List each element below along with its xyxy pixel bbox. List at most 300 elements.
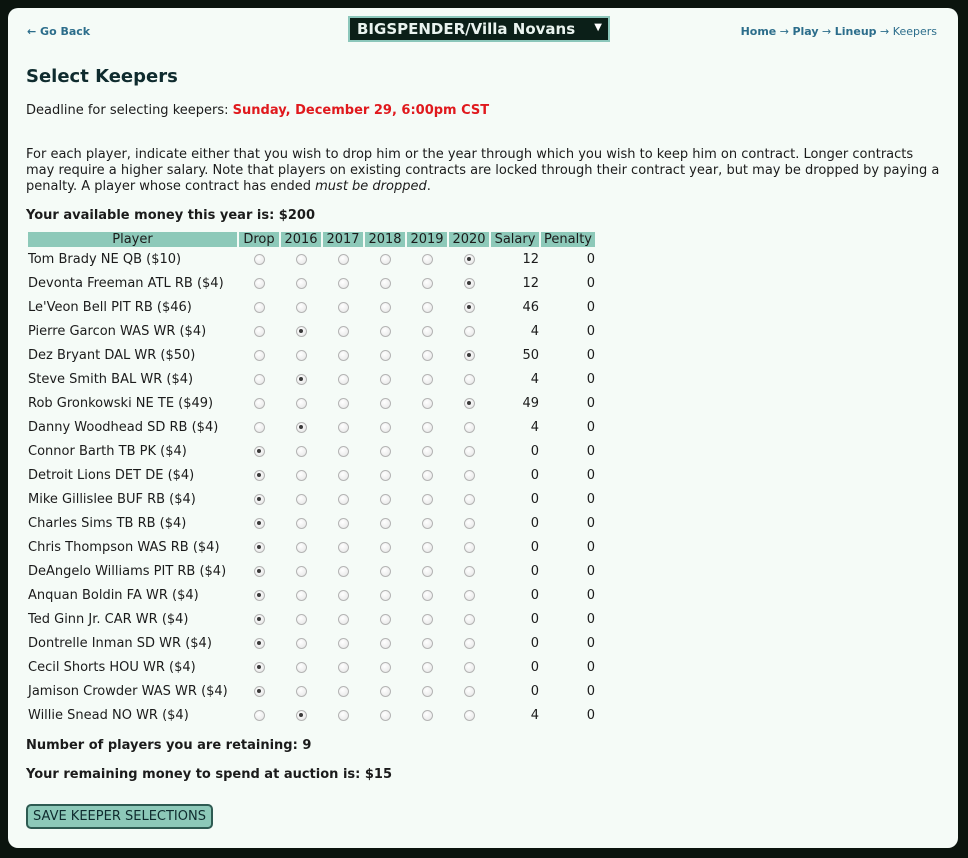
radio-drop[interactable] bbox=[254, 686, 265, 697]
radio-cell bbox=[281, 391, 321, 415]
penalty-value: 0 bbox=[586, 539, 595, 555]
header-2019: 2019 bbox=[407, 232, 447, 247]
player-name: Danny Woodhead SD RB ($4) bbox=[28, 419, 219, 435]
radio-2016[interactable] bbox=[296, 350, 307, 361]
radio-cell bbox=[407, 367, 447, 391]
radio-2019[interactable] bbox=[422, 614, 433, 625]
radio-2020[interactable] bbox=[464, 446, 475, 457]
radio-2016[interactable] bbox=[296, 662, 307, 673]
table-row bbox=[28, 487, 595, 511]
player-name: Steve Smith BAL WR ($4) bbox=[28, 371, 194, 387]
radio-cell bbox=[449, 511, 489, 535]
radio-2017[interactable] bbox=[338, 518, 349, 529]
radio-drop[interactable] bbox=[254, 542, 265, 553]
radio-2017[interactable] bbox=[338, 254, 349, 265]
player-name: Anquan Boldin FA WR ($4) bbox=[28, 587, 199, 603]
breadcrumb-home[interactable]: Home bbox=[740, 25, 777, 38]
player-name: Le'Veon Bell PIT RB ($46) bbox=[28, 299, 192, 315]
radio-cell bbox=[365, 607, 405, 631]
radio-2017[interactable] bbox=[338, 398, 349, 409]
team-select-dropdown[interactable] bbox=[348, 16, 610, 42]
player-name: Cecil Shorts HOU WR ($4) bbox=[28, 659, 196, 675]
salary-value: 12 bbox=[522, 251, 539, 267]
radio-2020[interactable] bbox=[464, 326, 475, 337]
table-row bbox=[28, 679, 595, 703]
header-drop: Drop bbox=[239, 232, 279, 247]
radio-cell bbox=[449, 247, 489, 271]
radio-cell bbox=[449, 703, 489, 727]
penalty-value: 0 bbox=[586, 515, 595, 531]
breadcrumb-separator: → bbox=[876, 25, 893, 38]
radio-2017[interactable] bbox=[338, 638, 349, 649]
radio-2019[interactable] bbox=[422, 662, 433, 673]
radio-drop[interactable] bbox=[254, 614, 265, 625]
radio-cell bbox=[407, 271, 447, 295]
breadcrumb-lineup[interactable]: Lineup bbox=[834, 25, 877, 38]
radio-cell bbox=[449, 559, 489, 583]
radio-2017[interactable] bbox=[338, 686, 349, 697]
radio-cell bbox=[281, 319, 321, 343]
radio-cell bbox=[239, 319, 279, 343]
radio-cell bbox=[365, 679, 405, 703]
breadcrumb-separator: → bbox=[776, 25, 793, 38]
top-bar bbox=[8, 8, 958, 58]
player-name: Jamison Crowder WAS WR ($4) bbox=[28, 683, 228, 699]
keepers-table bbox=[26, 232, 597, 727]
radio-cell bbox=[281, 655, 321, 679]
radio-drop[interactable] bbox=[254, 446, 265, 457]
radio-2018[interactable] bbox=[380, 302, 391, 313]
radio-cell bbox=[239, 487, 279, 511]
radio-2016[interactable] bbox=[296, 374, 307, 385]
deadline-line bbox=[26, 103, 489, 118]
table-row bbox=[28, 415, 595, 439]
radio-2017[interactable] bbox=[338, 302, 349, 313]
radio-drop[interactable] bbox=[254, 422, 265, 433]
table-row bbox=[28, 295, 595, 319]
radio-drop[interactable] bbox=[254, 278, 265, 289]
keepers-table-body bbox=[28, 247, 595, 727]
radio-cell bbox=[323, 679, 363, 703]
penalty-value: 0 bbox=[586, 371, 595, 387]
radio-cell bbox=[407, 343, 447, 367]
penalty-value: 0 bbox=[586, 443, 595, 459]
radio-2016[interactable] bbox=[296, 638, 307, 649]
radio-cell bbox=[365, 511, 405, 535]
radio-cell bbox=[449, 391, 489, 415]
radio-2018[interactable] bbox=[380, 686, 391, 697]
player-name: Rob Gronkowski NE TE ($49) bbox=[28, 395, 214, 411]
instructions-emphasis: must be dropped bbox=[315, 179, 427, 194]
radio-2020[interactable] bbox=[464, 614, 475, 625]
radio-2018[interactable] bbox=[380, 542, 391, 553]
radio-2020[interactable] bbox=[464, 542, 475, 553]
radio-cell bbox=[323, 439, 363, 463]
radio-2017[interactable] bbox=[338, 422, 349, 433]
penalty-value: 0 bbox=[586, 251, 595, 267]
go-back-link[interactable]: ← Go Back bbox=[27, 25, 91, 38]
radio-2019[interactable] bbox=[422, 254, 433, 265]
save-keeper-selections-button[interactable]: SAVE KEEPER SELECTIONS bbox=[26, 804, 213, 829]
salary-value: 46 bbox=[522, 299, 539, 315]
radio-cell bbox=[281, 535, 321, 559]
radio-cell bbox=[281, 583, 321, 607]
radio-cell bbox=[365, 391, 405, 415]
radio-cell bbox=[365, 319, 405, 343]
player-name: Pierre Garcon WAS WR ($4) bbox=[28, 323, 207, 339]
player-name: Dez Bryant DAL WR ($50) bbox=[28, 347, 196, 363]
radio-cell bbox=[323, 391, 363, 415]
breadcrumb-play[interactable]: Play bbox=[792, 25, 819, 38]
radio-2018[interactable] bbox=[380, 326, 391, 337]
radio-2016[interactable] bbox=[296, 590, 307, 601]
radio-cell bbox=[407, 535, 447, 559]
salary-value: 4 bbox=[530, 707, 539, 723]
radio-2016[interactable] bbox=[296, 302, 307, 313]
radio-drop[interactable] bbox=[254, 494, 265, 505]
radio-cell bbox=[449, 415, 489, 439]
radio-drop[interactable] bbox=[254, 254, 265, 265]
radio-cell bbox=[365, 295, 405, 319]
radio-2018[interactable] bbox=[380, 614, 391, 625]
retaining-count: Number of players you are retaining: 9 bbox=[26, 738, 312, 753]
radio-cell bbox=[281, 247, 321, 271]
instructions-text: For each player, indicate either that you wish to drop him or the year through which you wish to keep him on contract. Longer contracts may require a higher salary. Note that players on existing contracts are locked through their contract year, but may be dropped by paying a penalty. A player whose contract has ended bbox=[26, 147, 940, 194]
radio-cell bbox=[365, 535, 405, 559]
header-player: Player bbox=[28, 232, 237, 247]
radio-cell bbox=[323, 607, 363, 631]
radio-cell bbox=[365, 343, 405, 367]
table-row bbox=[28, 247, 595, 271]
radio-2017[interactable] bbox=[338, 662, 349, 673]
salary-value: 0 bbox=[530, 683, 539, 699]
radio-cell bbox=[281, 631, 321, 655]
radio-drop[interactable] bbox=[254, 710, 265, 721]
radio-2017[interactable] bbox=[338, 446, 349, 457]
radio-2020[interactable] bbox=[464, 686, 475, 697]
table-header-row bbox=[28, 232, 595, 247]
table-row bbox=[28, 319, 595, 343]
header-penalty: Penalty bbox=[541, 232, 595, 247]
radio-drop[interactable] bbox=[254, 326, 265, 337]
player-name: DeAngelo Williams PIT RB ($4) bbox=[28, 563, 227, 579]
radio-cell bbox=[407, 391, 447, 415]
radio-2020[interactable] bbox=[464, 350, 475, 361]
penalty-value: 0 bbox=[586, 395, 595, 411]
table-row bbox=[28, 583, 595, 607]
breadcrumb-current: Keepers bbox=[892, 25, 937, 38]
radio-cell bbox=[449, 631, 489, 655]
radio-cell bbox=[407, 679, 447, 703]
radio-drop[interactable] bbox=[254, 518, 265, 529]
radio-cell bbox=[407, 247, 447, 271]
penalty-value: 0 bbox=[586, 299, 595, 315]
radio-cell bbox=[281, 463, 321, 487]
radio-2018[interactable] bbox=[380, 518, 391, 529]
radio-2020[interactable] bbox=[464, 566, 475, 577]
radio-2020[interactable] bbox=[464, 374, 475, 385]
radio-2020[interactable] bbox=[464, 422, 475, 433]
radio-cell bbox=[407, 631, 447, 655]
radio-drop[interactable] bbox=[254, 374, 265, 385]
radio-cell bbox=[281, 415, 321, 439]
radio-2020[interactable] bbox=[464, 518, 475, 529]
table-row bbox=[28, 535, 595, 559]
radio-2018[interactable] bbox=[380, 470, 391, 481]
radio-2018[interactable] bbox=[380, 374, 391, 385]
header-salary: Salary bbox=[491, 232, 539, 247]
radio-cell bbox=[281, 295, 321, 319]
radio-2017[interactable] bbox=[338, 350, 349, 361]
radio-2016[interactable] bbox=[296, 494, 307, 505]
radio-2016[interactable] bbox=[296, 254, 307, 265]
radio-2019[interactable] bbox=[422, 446, 433, 457]
player-name: Willie Snead NO WR ($4) bbox=[28, 707, 189, 723]
radio-2019[interactable] bbox=[422, 710, 433, 721]
salary-value: 0 bbox=[530, 587, 539, 603]
salary-value: 0 bbox=[530, 659, 539, 675]
radio-2016[interactable] bbox=[296, 446, 307, 457]
radio-2017[interactable] bbox=[338, 542, 349, 553]
radio-2017[interactable] bbox=[338, 710, 349, 721]
penalty-value: 0 bbox=[586, 707, 595, 723]
radio-cell bbox=[365, 559, 405, 583]
radio-2020[interactable] bbox=[464, 302, 475, 313]
salary-value: 49 bbox=[522, 395, 539, 411]
salary-value: 0 bbox=[530, 443, 539, 459]
radio-2016[interactable] bbox=[296, 614, 307, 625]
radio-cell bbox=[323, 343, 363, 367]
radio-cell bbox=[323, 535, 363, 559]
radio-2017[interactable] bbox=[338, 494, 349, 505]
radio-2019[interactable] bbox=[422, 638, 433, 649]
table-row bbox=[28, 607, 595, 631]
player-name: Mike Gillislee BUF RB ($4) bbox=[28, 491, 196, 507]
radio-2017[interactable] bbox=[338, 470, 349, 481]
radio-cell bbox=[239, 367, 279, 391]
radio-drop[interactable] bbox=[254, 638, 265, 649]
radio-cell bbox=[407, 415, 447, 439]
penalty-value: 0 bbox=[586, 683, 595, 699]
radio-2016[interactable] bbox=[296, 398, 307, 409]
radio-2019[interactable] bbox=[422, 686, 433, 697]
radio-2020[interactable] bbox=[464, 590, 475, 601]
radio-2018[interactable] bbox=[380, 350, 391, 361]
radio-2019[interactable] bbox=[422, 494, 433, 505]
radio-cell bbox=[407, 487, 447, 511]
radio-drop[interactable] bbox=[254, 350, 265, 361]
salary-value: 4 bbox=[530, 371, 539, 387]
radio-cell bbox=[239, 559, 279, 583]
radio-2017[interactable] bbox=[338, 326, 349, 337]
radio-2019[interactable] bbox=[422, 590, 433, 601]
radio-cell bbox=[281, 703, 321, 727]
radio-cell bbox=[281, 439, 321, 463]
radio-2019[interactable] bbox=[422, 422, 433, 433]
radio-2020[interactable] bbox=[464, 494, 475, 505]
radio-cell bbox=[407, 583, 447, 607]
radio-2018[interactable] bbox=[380, 446, 391, 457]
player-name: Ted Ginn Jr. CAR WR ($4) bbox=[28, 611, 189, 627]
radio-2017[interactable] bbox=[338, 278, 349, 289]
radio-cell bbox=[365, 463, 405, 487]
radio-2019[interactable] bbox=[422, 470, 433, 481]
radio-2017[interactable] bbox=[338, 614, 349, 625]
radio-cell bbox=[323, 247, 363, 271]
radio-2018[interactable] bbox=[380, 422, 391, 433]
radio-2016[interactable] bbox=[296, 710, 307, 721]
deadline-value: Sunday, December 29, 6:00pm CST bbox=[232, 103, 490, 118]
penalty-value: 0 bbox=[586, 659, 595, 675]
radio-cell bbox=[365, 703, 405, 727]
radio-cell bbox=[281, 343, 321, 367]
radio-drop[interactable] bbox=[254, 470, 265, 481]
radio-cell bbox=[365, 271, 405, 295]
radio-cell bbox=[407, 607, 447, 631]
radio-2019[interactable] bbox=[422, 518, 433, 529]
radio-2020[interactable] bbox=[464, 278, 475, 289]
radio-cell bbox=[239, 415, 279, 439]
remaining-money: Your remaining money to spend at auction is: $15 bbox=[26, 767, 392, 782]
radio-cell bbox=[365, 583, 405, 607]
radio-2019[interactable] bbox=[422, 542, 433, 553]
header-2017: 2017 bbox=[323, 232, 363, 247]
radio-2019[interactable] bbox=[422, 350, 433, 361]
salary-value: 4 bbox=[530, 323, 539, 339]
radio-cell bbox=[407, 511, 447, 535]
table-row bbox=[28, 655, 595, 679]
radio-cell bbox=[323, 511, 363, 535]
radio-2016[interactable] bbox=[296, 326, 307, 337]
radio-cell bbox=[281, 679, 321, 703]
radio-2018[interactable] bbox=[380, 494, 391, 505]
radio-drop[interactable] bbox=[254, 302, 265, 313]
penalty-value: 0 bbox=[586, 563, 595, 579]
radio-2020[interactable] bbox=[464, 398, 475, 409]
radio-2020[interactable] bbox=[464, 710, 475, 721]
radio-2017[interactable] bbox=[338, 566, 349, 577]
radio-2018[interactable] bbox=[380, 710, 391, 721]
radio-cell bbox=[239, 463, 279, 487]
player-name: Detroit Lions DET DE ($4) bbox=[28, 467, 195, 483]
penalty-value: 0 bbox=[586, 275, 595, 291]
radio-2016[interactable] bbox=[296, 422, 307, 433]
penalty-value: 0 bbox=[586, 635, 595, 651]
team-select-value: BIGSPENDER/Villa Novans bbox=[357, 20, 576, 38]
radio-cell bbox=[323, 319, 363, 343]
radio-2018[interactable] bbox=[380, 662, 391, 673]
radio-2018[interactable] bbox=[380, 278, 391, 289]
table-row bbox=[28, 463, 595, 487]
table-row bbox=[28, 631, 595, 655]
radio-cell bbox=[449, 655, 489, 679]
page-frame bbox=[8, 8, 958, 848]
penalty-value: 0 bbox=[586, 587, 595, 603]
radio-2017[interactable] bbox=[338, 374, 349, 385]
radio-cell bbox=[281, 367, 321, 391]
table-row bbox=[28, 703, 595, 727]
radio-cell bbox=[407, 655, 447, 679]
radio-cell bbox=[239, 343, 279, 367]
radio-2019[interactable] bbox=[422, 326, 433, 337]
header-2020: 2020 bbox=[449, 232, 489, 247]
page-title: Select Keepers bbox=[26, 66, 178, 87]
radio-cell bbox=[449, 583, 489, 607]
radio-cell bbox=[323, 295, 363, 319]
radio-2020[interactable] bbox=[464, 254, 475, 265]
table-row bbox=[28, 343, 595, 367]
radio-cell bbox=[323, 559, 363, 583]
radio-cell bbox=[449, 367, 489, 391]
radio-2018[interactable] bbox=[380, 398, 391, 409]
radio-cell bbox=[239, 271, 279, 295]
radio-cell bbox=[449, 271, 489, 295]
radio-cell bbox=[365, 367, 405, 391]
radio-cell bbox=[323, 463, 363, 487]
radio-cell bbox=[365, 487, 405, 511]
radio-2018[interactable] bbox=[380, 638, 391, 649]
radio-cell bbox=[239, 655, 279, 679]
radio-2020[interactable] bbox=[464, 638, 475, 649]
salary-value: 0 bbox=[530, 467, 539, 483]
radio-cell bbox=[239, 703, 279, 727]
radio-2018[interactable] bbox=[380, 566, 391, 577]
penalty-value: 0 bbox=[586, 467, 595, 483]
radio-cell bbox=[239, 295, 279, 319]
salary-value: 4 bbox=[530, 419, 539, 435]
radio-2016[interactable] bbox=[296, 686, 307, 697]
radio-drop[interactable] bbox=[254, 662, 265, 673]
radio-cell bbox=[281, 487, 321, 511]
radio-2018[interactable] bbox=[380, 590, 391, 601]
radio-2016[interactable] bbox=[296, 518, 307, 529]
radio-2019[interactable] bbox=[422, 278, 433, 289]
radio-2019[interactable] bbox=[422, 398, 433, 409]
radio-cell bbox=[365, 247, 405, 271]
radio-drop[interactable] bbox=[254, 590, 265, 601]
radio-cell bbox=[281, 511, 321, 535]
radio-cell bbox=[323, 367, 363, 391]
table-row bbox=[28, 271, 595, 295]
radio-2020[interactable] bbox=[464, 662, 475, 673]
radio-2016[interactable] bbox=[296, 470, 307, 481]
radio-cell bbox=[407, 463, 447, 487]
radio-cell bbox=[323, 631, 363, 655]
radio-2016[interactable] bbox=[296, 278, 307, 289]
radio-cell bbox=[449, 295, 489, 319]
penalty-value: 0 bbox=[586, 611, 595, 627]
radio-cell bbox=[239, 391, 279, 415]
radio-2019[interactable] bbox=[422, 374, 433, 385]
radio-2016[interactable] bbox=[296, 566, 307, 577]
radio-drop[interactable] bbox=[254, 566, 265, 577]
radio-2020[interactable] bbox=[464, 470, 475, 481]
player-name: Charles Sims TB RB ($4) bbox=[28, 515, 187, 531]
table-row bbox=[28, 511, 595, 535]
radio-2018[interactable] bbox=[380, 254, 391, 265]
header-2018: 2018 bbox=[365, 232, 405, 247]
radio-2019[interactable] bbox=[422, 302, 433, 313]
breadcrumb bbox=[741, 25, 937, 38]
radio-cell bbox=[323, 271, 363, 295]
penalty-value: 0 bbox=[586, 347, 595, 363]
radio-drop[interactable] bbox=[254, 398, 265, 409]
radio-2017[interactable] bbox=[338, 590, 349, 601]
radio-2016[interactable] bbox=[296, 542, 307, 553]
salary-value: 0 bbox=[530, 635, 539, 651]
radio-2019[interactable] bbox=[422, 566, 433, 577]
radio-cell bbox=[365, 439, 405, 463]
